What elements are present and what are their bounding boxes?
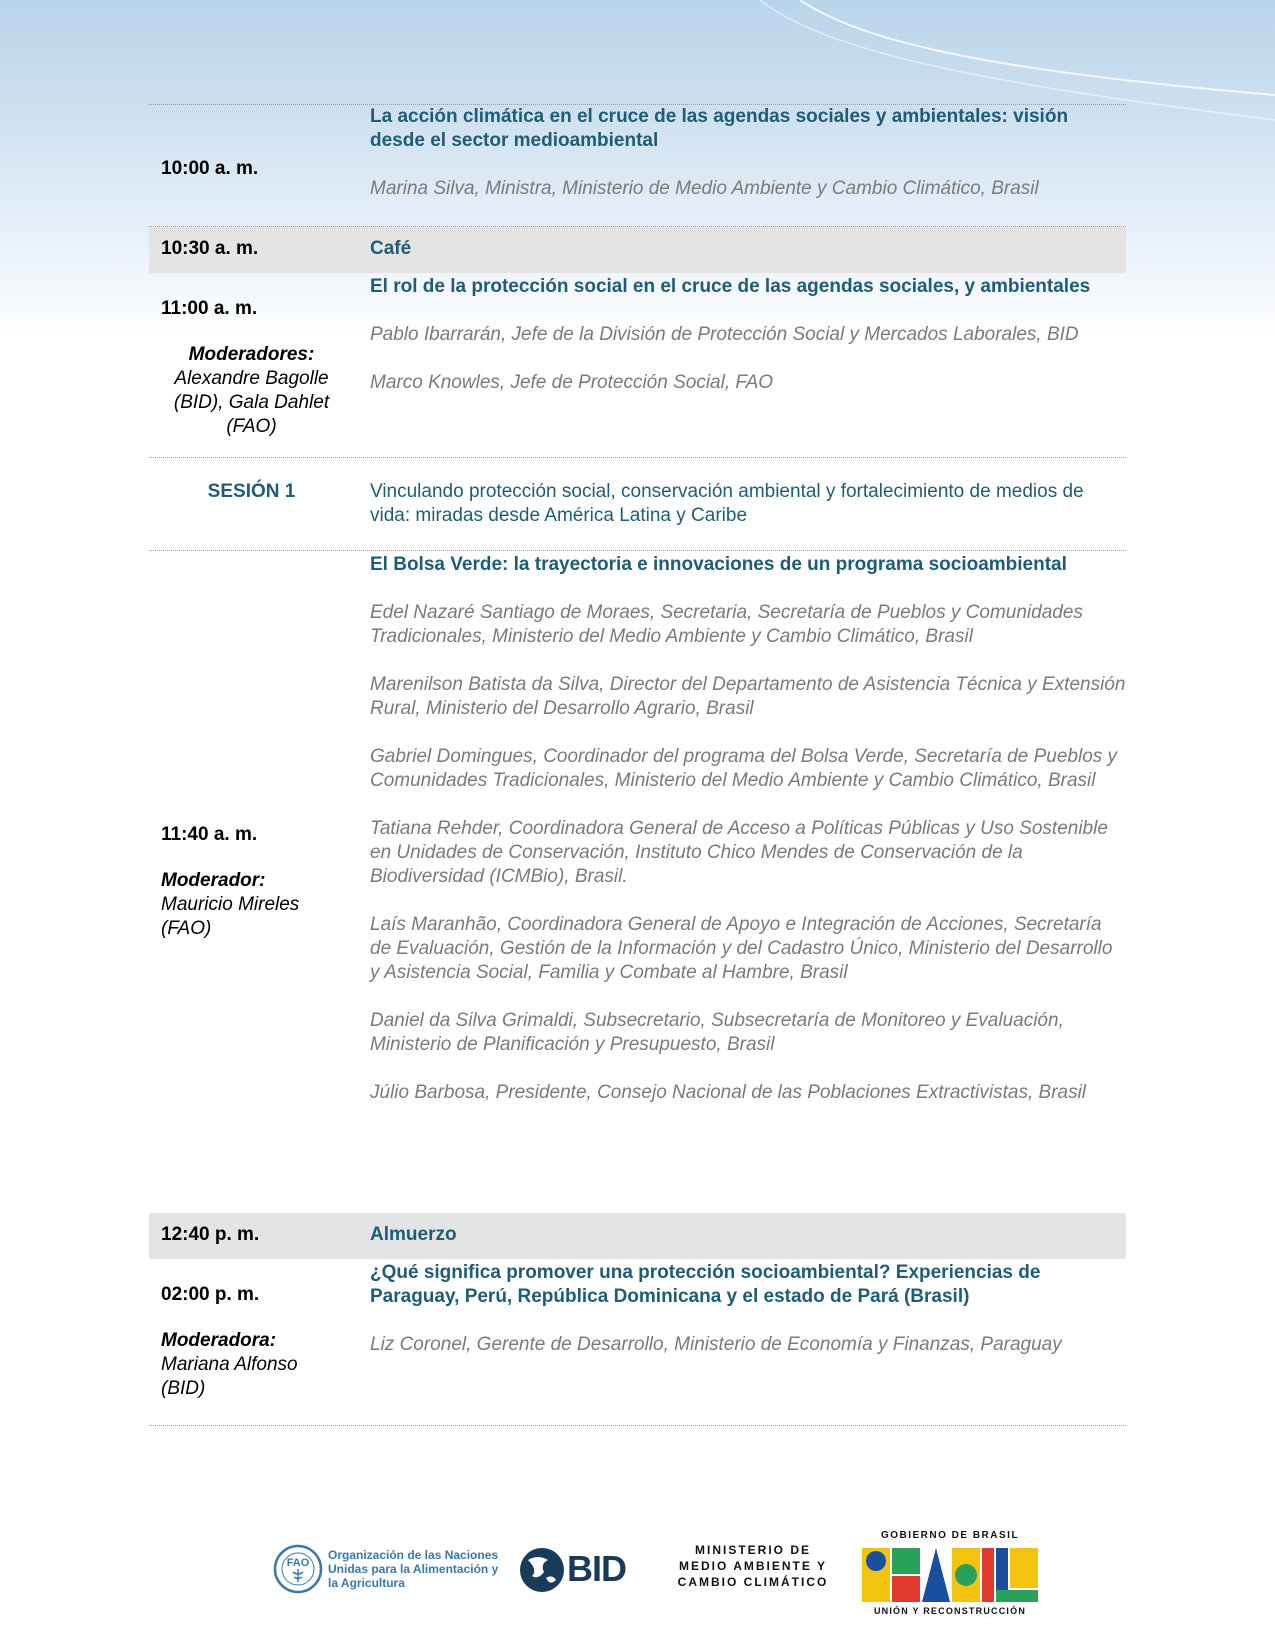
brasil-logo <box>862 1546 1042 1604</box>
moderator-label: Moderadora: <box>161 1330 277 1351</box>
speaker: Tatiana Rehder, Coordinadora General de Acceso a Políticas Públicas y Uso Sostenible en Unidades de Conservación, Instituto Chico Mendes de Conservación de la Biodiversidad (ICMBio), Brasil. <box>370 818 1108 887</box>
agenda-row <box>149 104 1126 227</box>
moderator-label: Moderador: <box>161 870 266 891</box>
session-title: La acción climática en el cruce de las agendas sociales y ambientales: visión desde el sector medioambiental <box>370 106 1069 151</box>
fao-name: Organización de las Naciones Unidas para la Alimentación y la Agricultura <box>328 1548 499 1590</box>
gov-bottom-text: UNIÓN Y RECONSTRUCCIÓN <box>873 1606 1027 1616</box>
time-label: 02:00 p. m. <box>161 1284 260 1305</box>
time-label: 10:30 a. m. <box>161 238 259 259</box>
ministry-name: MINISTERIO DE MEDIO AMBIENTE Y CAMBIO CLIMÁTICO <box>677 1543 829 1589</box>
speaker: Pablo Ibarrarán, Jefe de la División de Protección Social y Mercados Laborales, BID <box>370 324 1079 345</box>
speaker: Liz Coronel, Gerente de Desarrollo, Ministerio de Economía y Finanzas, Paraguay <box>370 1334 1062 1355</box>
time-label: 11:00 a. m. <box>161 298 258 319</box>
time-label: 10:00 a. m. <box>161 157 259 179</box>
speaker: Daniel da Silva Grimaldi, Subsecretario, Subsecretaría de Monitoreo y Evaluación, Ministerio de Planificación y Presupuesto, Brasil <box>370 1010 1064 1055</box>
agenda-row <box>149 551 1126 1213</box>
speaker: Gabriel Domingues, Coordinador del programa del Bolsa Verde, Secretaría de Pueblos y Comunidades Tradicionales, Ministerio del Medio Ambiente y Cambio Climático, Brasil <box>370 746 1118 791</box>
session-title: El rol de la protección social en el cruce de las agendas sociales, y ambientales <box>370 276 1091 297</box>
speaker: Marina Silva, Ministra, Ministerio de Medio Ambiente y Cambio Climático, Brasil <box>370 178 1039 199</box>
gov-top-text: GOBIERNO DE BRASIL <box>880 1530 1020 1541</box>
break-row <box>149 1213 1126 1259</box>
footer-logos <box>0 1520 1275 1630</box>
time-label: 11:40 a. m. <box>161 824 258 845</box>
speaker: Marco Knowles, Jefe de Protección Social, FAO <box>370 372 774 393</box>
moderator-name: Mariana Alfonso (BID) <box>161 1354 298 1399</box>
session-label: SESIÓN 1 <box>207 481 296 502</box>
moderator-name: Alexandre Bagolle (BID), Gala Dahlet (FAO) <box>173 368 330 437</box>
break-row <box>149 227 1126 273</box>
break-title: Café <box>370 238 412 259</box>
bid-name: BID <box>567 1548 626 1589</box>
agenda-table <box>149 104 1126 1426</box>
fao-emblem-text: FAO <box>286 1557 310 1569</box>
moderator-name: Mauricio Mireles (FAO) <box>161 894 300 939</box>
speaker: Laís Maranhão, Coordinadora General de Apoyo e Integración de Acciones, Secretaría de Evaluación, Gestión de la Información y del Cadastro Único, Ministerio del Desarrollo y Asistencia Social, Familia y Combate al Hambre, Brasil <box>370 914 1113 983</box>
bid-logo <box>518 1546 566 1594</box>
moderator-label: Moderadores: <box>188 344 315 365</box>
speaker: Edel Nazaré Santiago de Moraes, Secretaria, Secretaría de Pueblos y Comunidades Tradicionales, Ministerio del Medio Ambiente y Cambio Climático, Brasil <box>370 602 1083 647</box>
speaker: Júlio Barbosa, Presidente, Consejo Nacional de las Poblaciones Extractivistas, Brasil <box>370 1082 1087 1103</box>
agenda-row <box>149 1259 1126 1426</box>
session-title: ¿Qué significa promover una protección socioambiental? Experiencias de Paraguay, Perú, República Dominicana y el estado de Pará (Brasil) <box>370 1262 1041 1307</box>
agenda-row <box>149 273 1126 458</box>
session-row <box>149 458 1126 551</box>
session-heading: Vinculando protección social, conservación ambiental y fortalecimiento de medios de vida: miradas desde América Latina y Caribe <box>370 481 1084 526</box>
fao-logo <box>273 1544 323 1594</box>
speaker: Marenilson Batista da Silva, Director del Departamento de Asistencia Técnica y Extensión Rural, Ministerio del Desarrollo Agrario, Brasil <box>370 674 1126 719</box>
break-title: Almuerzo <box>370 1224 457 1245</box>
time-label: 12:40 p. m. <box>161 1224 260 1245</box>
session-title: El Bolsa Verde: la trayectoria e innovaciones de un programa socioambiental <box>370 554 1067 575</box>
